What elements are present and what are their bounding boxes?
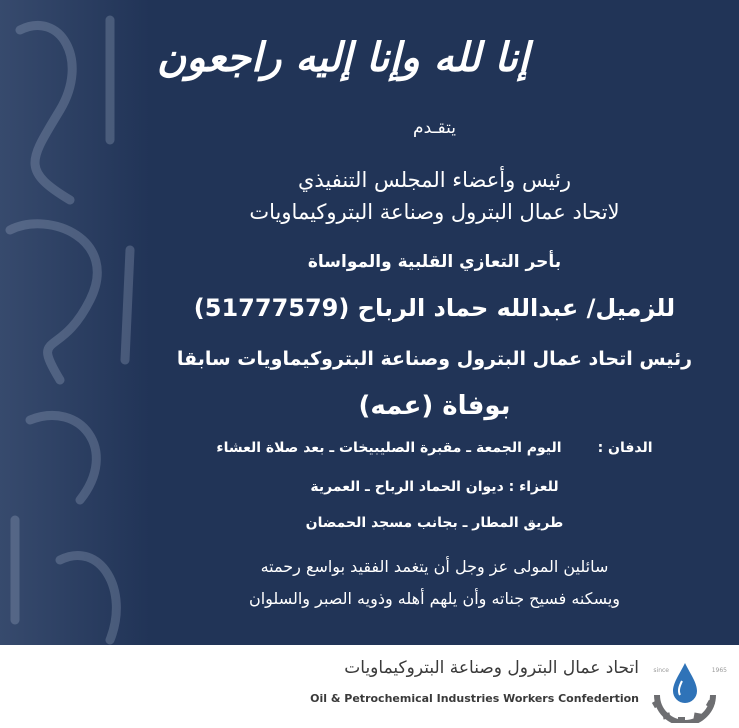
condolence-location: للعزاء : ديوان الحماد الرباح ـ العمرية	[310, 479, 559, 495]
deceased-relation: بوفاة (عمه)	[358, 391, 511, 421]
former-role: رئيس اتحاد عمال البترول وصناعة البتروكيماويات سابقا	[176, 348, 693, 370]
since-year: 1965	[711, 667, 727, 674]
footer	[0, 645, 739, 728]
since-label: since	[653, 667, 669, 674]
calligraphy-pattern-icon	[0, 0, 150, 645]
org-name-arabic: اتحاد عمال البترول وصناعة البتروكيماويات	[344, 658, 639, 678]
burial-info	[150, 440, 719, 456]
org-name-english: Oil & Petrochemical Industries Workers Confedertion	[310, 692, 639, 705]
burial-details: اليوم الجمعة ـ مقبرة الصليبيخات ـ بعد صلاة العشاء	[216, 440, 562, 456]
verse-calligraphy: إنا لله وإنا إليه راجعون	[156, 34, 529, 81]
council-text: رئيس وأعضاء المجلس التنفيذي	[297, 168, 572, 192]
colleague-name: للزميل/ عبدالله حماد الرباح (51777579)	[193, 294, 676, 322]
oil-drop-gear-logo-icon	[649, 651, 721, 723]
prayer-line-2: ويسكنه فسيح جناته وأن يلهم أهله وذويه الصبر والسلوان	[248, 589, 621, 608]
prayer-line-1: سائلين المولى عز وجل أن يتغمد الفقيد بواسع رحمته	[260, 557, 609, 576]
union-text: لاتحاد عمال البترول وصناعة البتروكيماويات	[249, 200, 620, 224]
road-location: طريق المطار ـ بجانب مسجد الحمضان	[305, 515, 564, 531]
condolences-text: بأحر التعازي القلبية والمواساة	[307, 252, 562, 272]
burial-label: الدفان :	[597, 440, 653, 456]
presents-text: يتقـدم	[413, 118, 456, 138]
